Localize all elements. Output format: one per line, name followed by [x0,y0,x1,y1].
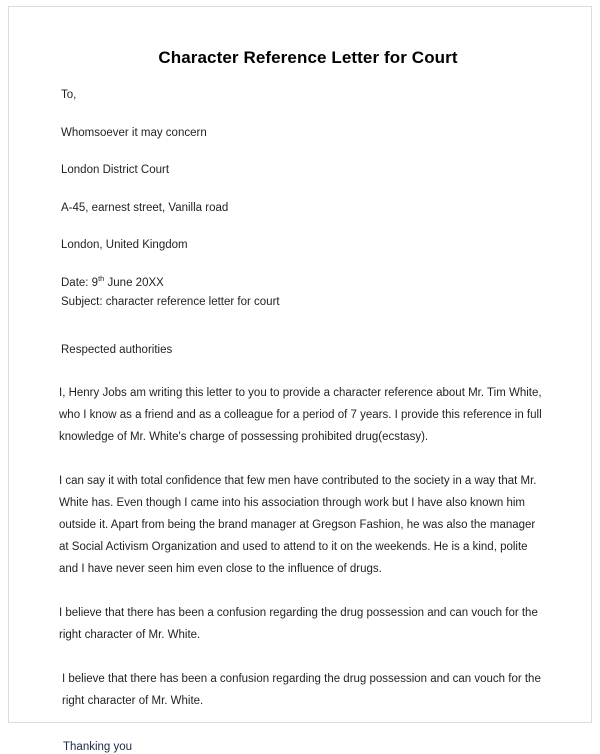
date-line [61,273,600,290]
recipient-line-city-country: London, United Kingdom [61,239,188,251]
recipient-address-block [0,68,600,309]
body-paragraph: I believe that there has been a confusion regarding the drug possession and can vouch for the right character of Mr. White. [59,607,538,641]
subject-line: Subject: character reference letter for court [61,296,280,308]
recipient-line-court: London District Court [61,164,170,176]
date-ordinal-suffix: th [98,273,105,283]
closing-line: Thanking you [63,741,133,753]
body-paragraph: I believe that there has been a confusion regarding the drug possession and can vouch for the right character of Mr. White. [62,673,541,707]
recipient-line-to: To, [61,89,77,101]
salutation: Respected authorities [61,343,173,356]
letter-body [0,356,600,712]
page-title: Character Reference Letter for Court [158,48,458,67]
date-label: Date: 9 [61,276,99,289]
body-paragraph: I, Henry Jobs am writing this letter to you to provide a character reference about Mr. Tim White, who I know as a friend and as a colleague for a period of 7 years. I provide this reference in full knowledge of Mr. White's charge of possessing prohibited drug(ecstasy). [59,387,542,443]
date-rest: June 20XX [104,276,164,289]
recipient-line-street: A-45, earnest street, Vanilla road [61,201,229,214]
recipient-line-attention: Whomsoever it may concern [61,126,207,139]
body-paragraph: I can say it with total confidence that few men have contributed to the society in a way that Mr. White has. Even though I came into his association through work but I have also known him outside it. Apart from being the brand manager at Gregson Fashion, he was also the manager at Social Activism Organization and used to attend to it on the weekends. He is a kind, polite and I have never seen him even close to the influence of drugs. [59,475,537,575]
